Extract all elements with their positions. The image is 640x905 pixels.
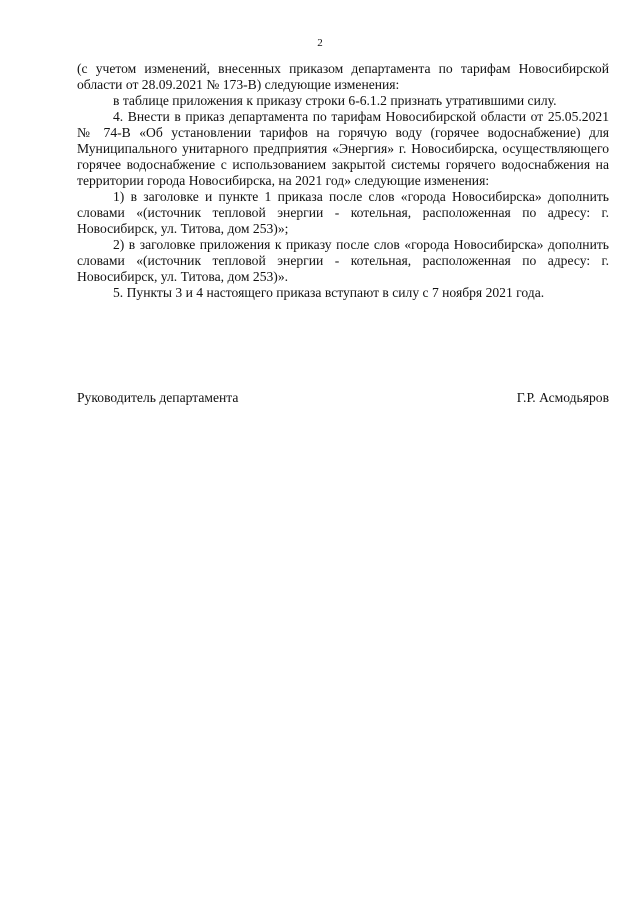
paragraph-item-5: 5. Пункты 3 и 4 настоящего приказа вступают в силу с 7 ноября 2021 года.: [113, 285, 545, 300]
signatory-position: Руководитель департамента: [77, 390, 239, 405]
paragraph-item-4: 4. Внести в приказ департамента по тарифам Новосибирской области от 25.05.2021 № 74-В «Об установлении тарифов на горячую воду (горячее водоснабжение) для Муниципального унитарного предприятия «Энергия» г. Новосибирска, осуществляющего горячее водоснабжение с использованием закрытой системы горячего водоснабжения на территории города Новосибирска, на 2021 год» следующие изменения:: [77, 109, 609, 188]
signature-block: [77, 390, 609, 406]
paragraph-item-4-1: 1) в заголовке и пункте 1 приказа после слов «города Новосибирска» дополнить словами «(источник тепловой энергии - котельная, расположенная по адресу: г. Новосибирск, ул. Титова, дом 253)»;: [77, 189, 609, 236]
paragraph-item-4-2: 2) в заголовке приложения к приказу после слов «города Новосибирска» дополнить словами «(источник тепловой энергии - котельная, расположенная по адресу: г. Новосибирск, ул. Титова, дом 253)».: [77, 237, 609, 284]
paragraph-amendments-intro: (с учетом изменений, внесенных приказом департамента по тарифам Новосибирской области от 28.09.2021 № 173-В) следующие изменения:: [77, 61, 609, 92]
signatory-name: Г.Р. Асмодьяров: [516, 390, 609, 405]
document-body: [77, 61, 609, 301]
page-number: 2: [317, 37, 323, 49]
paragraph-table-rows-void: в таблице приложения к приказу строки 6-6.1.2 признать утратившими силу.: [113, 93, 557, 108]
